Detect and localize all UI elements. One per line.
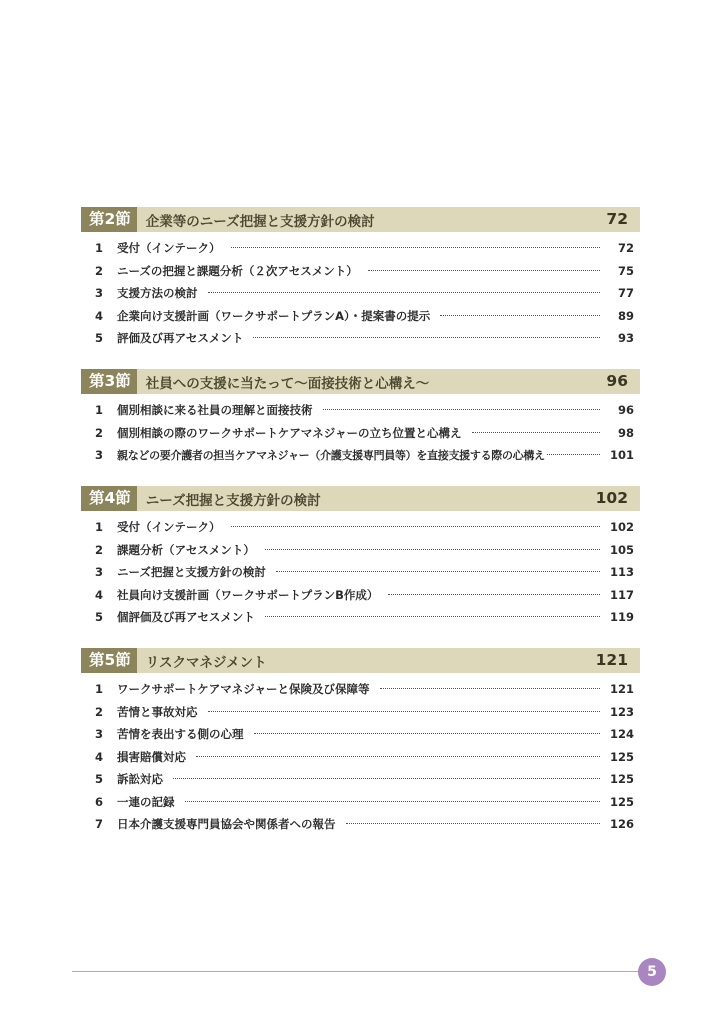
item-page: 124 [609, 727, 634, 741]
footer-rule [72, 971, 642, 972]
item-page: 72 [617, 241, 634, 255]
section-header [81, 207, 640, 232]
dot-leader [231, 526, 601, 527]
item-title: 日本介護支援専門員協会や関係者への報告 [117, 817, 336, 831]
item-title: 苦情と事故対応 [117, 704, 198, 719]
item-page: 77 [617, 286, 634, 300]
item-number: 2 [95, 542, 104, 557]
item-title: 親などの要介護者の担当ケアマネジャー（介護支援専門員等）を直接支援する際の心構え [117, 449, 545, 462]
toc-item[interactable] [81, 584, 640, 607]
toc-item[interactable] [81, 305, 640, 328]
item-title: 評価及び再アセスメント [117, 331, 244, 345]
dot-leader [254, 733, 601, 734]
dot-leader [196, 756, 600, 757]
section-title: 社員への支援に当たって～面接技術と心構え～ [145, 375, 430, 392]
toc-item[interactable] [81, 813, 640, 836]
section-badge: 第3節 [81, 369, 137, 394]
item-title: 社員向け支援計画（ワークサポートプランB作成） [117, 587, 379, 602]
dot-leader [173, 778, 600, 779]
item-number: 2 [95, 263, 104, 278]
toc-item[interactable] [81, 678, 640, 701]
item-number: 4 [95, 749, 104, 764]
item-page: 125 [609, 749, 634, 764]
section-2 [81, 207, 640, 350]
item-number: 3 [95, 286, 104, 300]
toc-list [81, 678, 640, 836]
item-page: 96 [617, 403, 634, 417]
toc-item[interactable] [81, 701, 640, 724]
section-badge: 第5節 [81, 648, 137, 673]
dot-leader [208, 292, 601, 293]
item-title: 損害賠償対応 [117, 749, 186, 764]
item-number: 1 [95, 403, 104, 417]
item-title: 受付（インテーク） [117, 520, 221, 534]
toc-item[interactable] [81, 260, 640, 283]
item-page: 93 [617, 331, 634, 345]
item-number: 1 [95, 682, 104, 696]
toc-list [81, 399, 640, 467]
section-4 [81, 486, 640, 629]
dot-leader [265, 549, 600, 550]
section-page: 102 [595, 489, 628, 507]
section-title: リスクマネジメント [145, 654, 267, 671]
item-number: 7 [95, 817, 104, 831]
dot-leader [208, 711, 601, 712]
toc-item[interactable] [81, 746, 640, 769]
dot-leader [547, 454, 600, 455]
item-title: ニーズの把握と課題分析（２次アセスメント） [117, 263, 358, 278]
item-title: 個評価及び再アセスメント [117, 610, 255, 624]
section-page: 96 [606, 372, 628, 390]
item-page: 125 [609, 794, 634, 809]
item-number: 1 [95, 241, 104, 255]
item-page: 117 [609, 587, 634, 602]
item-page: 121 [609, 682, 634, 696]
item-number: 5 [95, 331, 104, 345]
dot-leader [346, 823, 601, 824]
section-header [81, 648, 640, 673]
item-number: 5 [95, 610, 104, 624]
item-page: 102 [609, 520, 634, 534]
item-title: ワークサポートケアマネジャーと保険及び保障等 [117, 682, 370, 696]
dot-leader [380, 688, 600, 689]
item-number: 6 [95, 794, 104, 809]
section-title: ニーズ把握と支援方針の検討 [145, 492, 321, 509]
dot-leader [253, 337, 600, 338]
toc-item[interactable] [81, 723, 640, 746]
item-title: ニーズ把握と支援方針の検討 [117, 565, 266, 579]
item-number: 2 [95, 704, 104, 719]
item-page: 89 [617, 308, 634, 323]
item-page: 98 [617, 425, 634, 440]
item-number: 5 [95, 772, 104, 786]
item-number: 1 [95, 520, 104, 534]
dot-leader [440, 315, 600, 316]
section-page: 121 [595, 651, 628, 669]
item-number: 3 [95, 727, 104, 741]
item-title: 苦情を表出する側の心理 [117, 727, 244, 741]
item-number: 4 [95, 587, 104, 602]
item-page: 113 [609, 565, 634, 579]
toc-list [81, 237, 640, 350]
item-title: 企業向け支援計画（ワークサポートプランA）・提案書の提示 [117, 308, 431, 323]
section-5 [81, 648, 640, 836]
item-number: 4 [95, 308, 104, 323]
item-title: 個別相談に来る社員の理解と面接技術 [117, 403, 313, 417]
page-number: 5 [638, 958, 666, 986]
toc-item[interactable] [81, 561, 640, 584]
item-title: 課題分析（アセスメント） [117, 542, 255, 557]
dot-leader [368, 270, 600, 271]
dot-leader [388, 594, 600, 595]
dot-leader [265, 616, 600, 617]
item-number: 2 [95, 425, 104, 440]
section-header [81, 486, 640, 511]
item-title: 訴訟対応 [117, 772, 163, 786]
item-title: 個別相談の際のワークサポートケアマネジャーの立ち位置と心構え [117, 425, 462, 440]
section-badge: 第4節 [81, 486, 137, 511]
item-page: 126 [609, 817, 634, 831]
item-page: 75 [617, 263, 634, 278]
item-page: 123 [609, 704, 634, 719]
toc-item[interactable] [81, 791, 640, 814]
section-header [81, 369, 640, 394]
item-title: 支援方法の検討 [117, 286, 198, 300]
item-number: 3 [95, 565, 104, 579]
toc-item[interactable] [81, 516, 640, 539]
item-title: 一連の記録 [117, 794, 175, 809]
toc-item[interactable] [81, 539, 640, 562]
toc-item[interactable] [81, 327, 640, 350]
dot-leader [185, 801, 601, 802]
item-number: 3 [95, 448, 104, 462]
item-page: 101 [609, 448, 634, 462]
dot-leader [472, 432, 600, 433]
section-page: 72 [606, 210, 628, 228]
toc-item[interactable] [81, 444, 640, 467]
dot-leader [323, 409, 601, 410]
item-page: 119 [609, 610, 634, 624]
toc-item[interactable] [81, 282, 640, 305]
item-page: 105 [609, 542, 634, 557]
section-badge: 第2節 [81, 207, 137, 232]
toc-item[interactable] [81, 606, 640, 629]
section-3 [81, 369, 640, 467]
toc-item[interactable] [81, 768, 640, 791]
toc-list [81, 516, 640, 629]
item-title: 受付（インテーク） [117, 241, 221, 255]
toc-item[interactable] [81, 399, 640, 422]
section-title: 企業等のニーズ把握と支援方針の検討 [145, 213, 375, 230]
dot-leader [276, 571, 600, 572]
item-page: 125 [609, 772, 634, 786]
dot-leader [231, 247, 601, 248]
toc-item[interactable] [81, 237, 640, 260]
toc-item[interactable] [81, 422, 640, 445]
